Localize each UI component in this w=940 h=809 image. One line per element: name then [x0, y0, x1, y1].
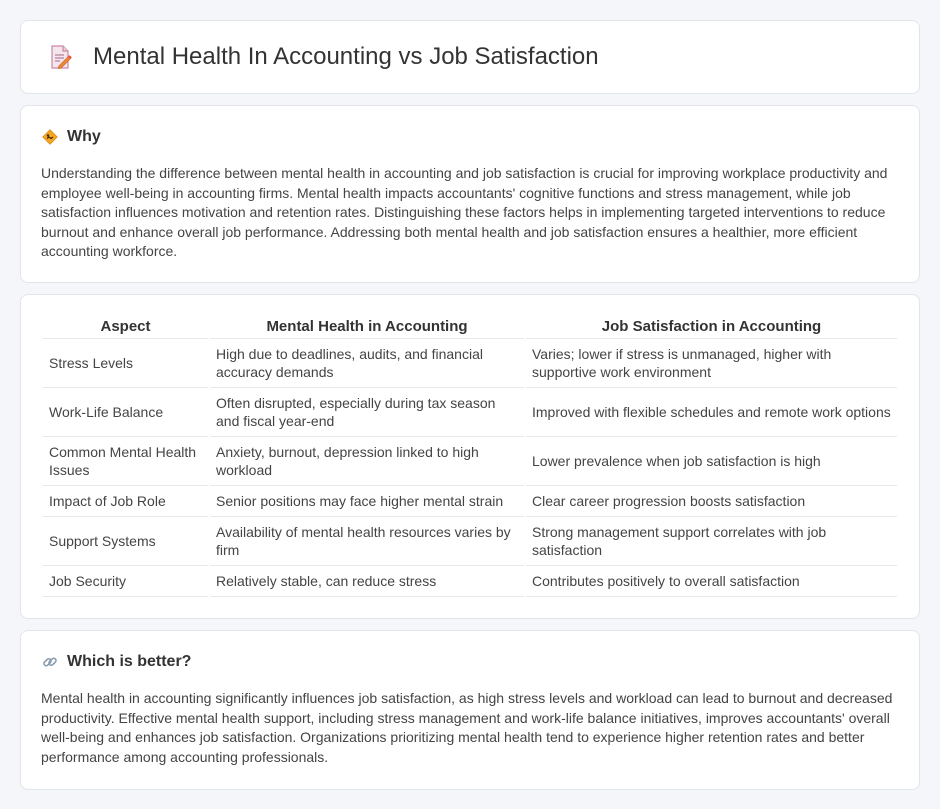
table-cell: Impact of Job Role: [43, 486, 208, 517]
column-header: Job Satisfaction in Accounting: [526, 313, 897, 339]
header-card: [20, 20, 920, 94]
better-text: Mental health in accounting significantly influences job satisfaction, as high stress levels and workload can lead to burnout and decreased productivity. Effective mental health support, including stress management and work-life balance initiatives, improves accountants' overall well-being and enhances job satisfaction. Organizations prioritizing mental health tend to experience higher retention rates and better performance among accounting professionals.: [41, 690, 893, 765]
table-row: [43, 339, 897, 388]
table-row: [43, 486, 897, 517]
why-text: Understanding the difference between mental health in accounting and job satisfaction is crucial for improving workplace productivity and employee well-being in accounting firms. Mental health impacts accountants' cognitive functions and stress management, while job satisfaction influences motivation and retention rates. Distinguishing these factors helps in implementing targeted interventions to reduce burnout and enhance overall job performance. Addressing both mental health and job satisfaction ensures a healthier, more efficient accounting workforce.: [41, 165, 888, 260]
why-section: [20, 105, 920, 283]
table-cell: Contributes positively to overall satisfaction: [526, 566, 897, 597]
comparison-table: [41, 313, 899, 597]
table-cell: Availability of mental health resources varies by firm: [210, 517, 524, 566]
better-section: [20, 630, 920, 790]
table-cell: Support Systems: [43, 517, 208, 566]
page-title: Mental Health In Accounting vs Job Satisfaction: [93, 43, 599, 70]
table-cell: Stress Levels: [43, 339, 208, 388]
table-cell: High due to deadlines, audits, and financial accuracy demands: [210, 339, 524, 388]
link-icon: [41, 653, 59, 671]
table-cell: Relatively stable, can reduce stress: [210, 566, 524, 597]
why-heading: [41, 128, 899, 146]
document-pencil-icon: [45, 42, 75, 72]
column-header: Aspect: [43, 313, 208, 339]
table-row: [43, 517, 897, 566]
table-cell: Senior positions may face higher mental strain: [210, 486, 524, 517]
table-cell: Often disrupted, especially during tax season and fiscal year-end: [210, 388, 524, 437]
table-cell: Job Security: [43, 566, 208, 597]
table-cell: Lower prevalence when job satisfaction is high: [526, 437, 897, 486]
table-row: [43, 388, 897, 437]
table-row: [43, 566, 897, 597]
better-title: Which is better?: [67, 653, 192, 670]
table-cell: Common Mental Health Issues: [43, 437, 208, 486]
warning-sign-icon: [41, 128, 59, 146]
comparison-section: [20, 294, 920, 619]
table-cell: Varies; lower if stress is unmanaged, higher with supportive work environment: [526, 339, 897, 388]
column-header: Mental Health in Accounting: [210, 313, 524, 339]
table-row: [43, 437, 897, 486]
table-cell: Improved with flexible schedules and remote work options: [526, 388, 897, 437]
table-cell: Anxiety, burnout, depression linked to high workload: [210, 437, 524, 486]
why-title: Why: [67, 128, 101, 145]
table-cell: Clear career progression boosts satisfaction: [526, 486, 897, 517]
table-header-row: [43, 313, 897, 339]
table-cell: Work-Life Balance: [43, 388, 208, 437]
better-heading: [41, 653, 899, 671]
table-cell: Strong management support correlates with job satisfaction: [526, 517, 897, 566]
